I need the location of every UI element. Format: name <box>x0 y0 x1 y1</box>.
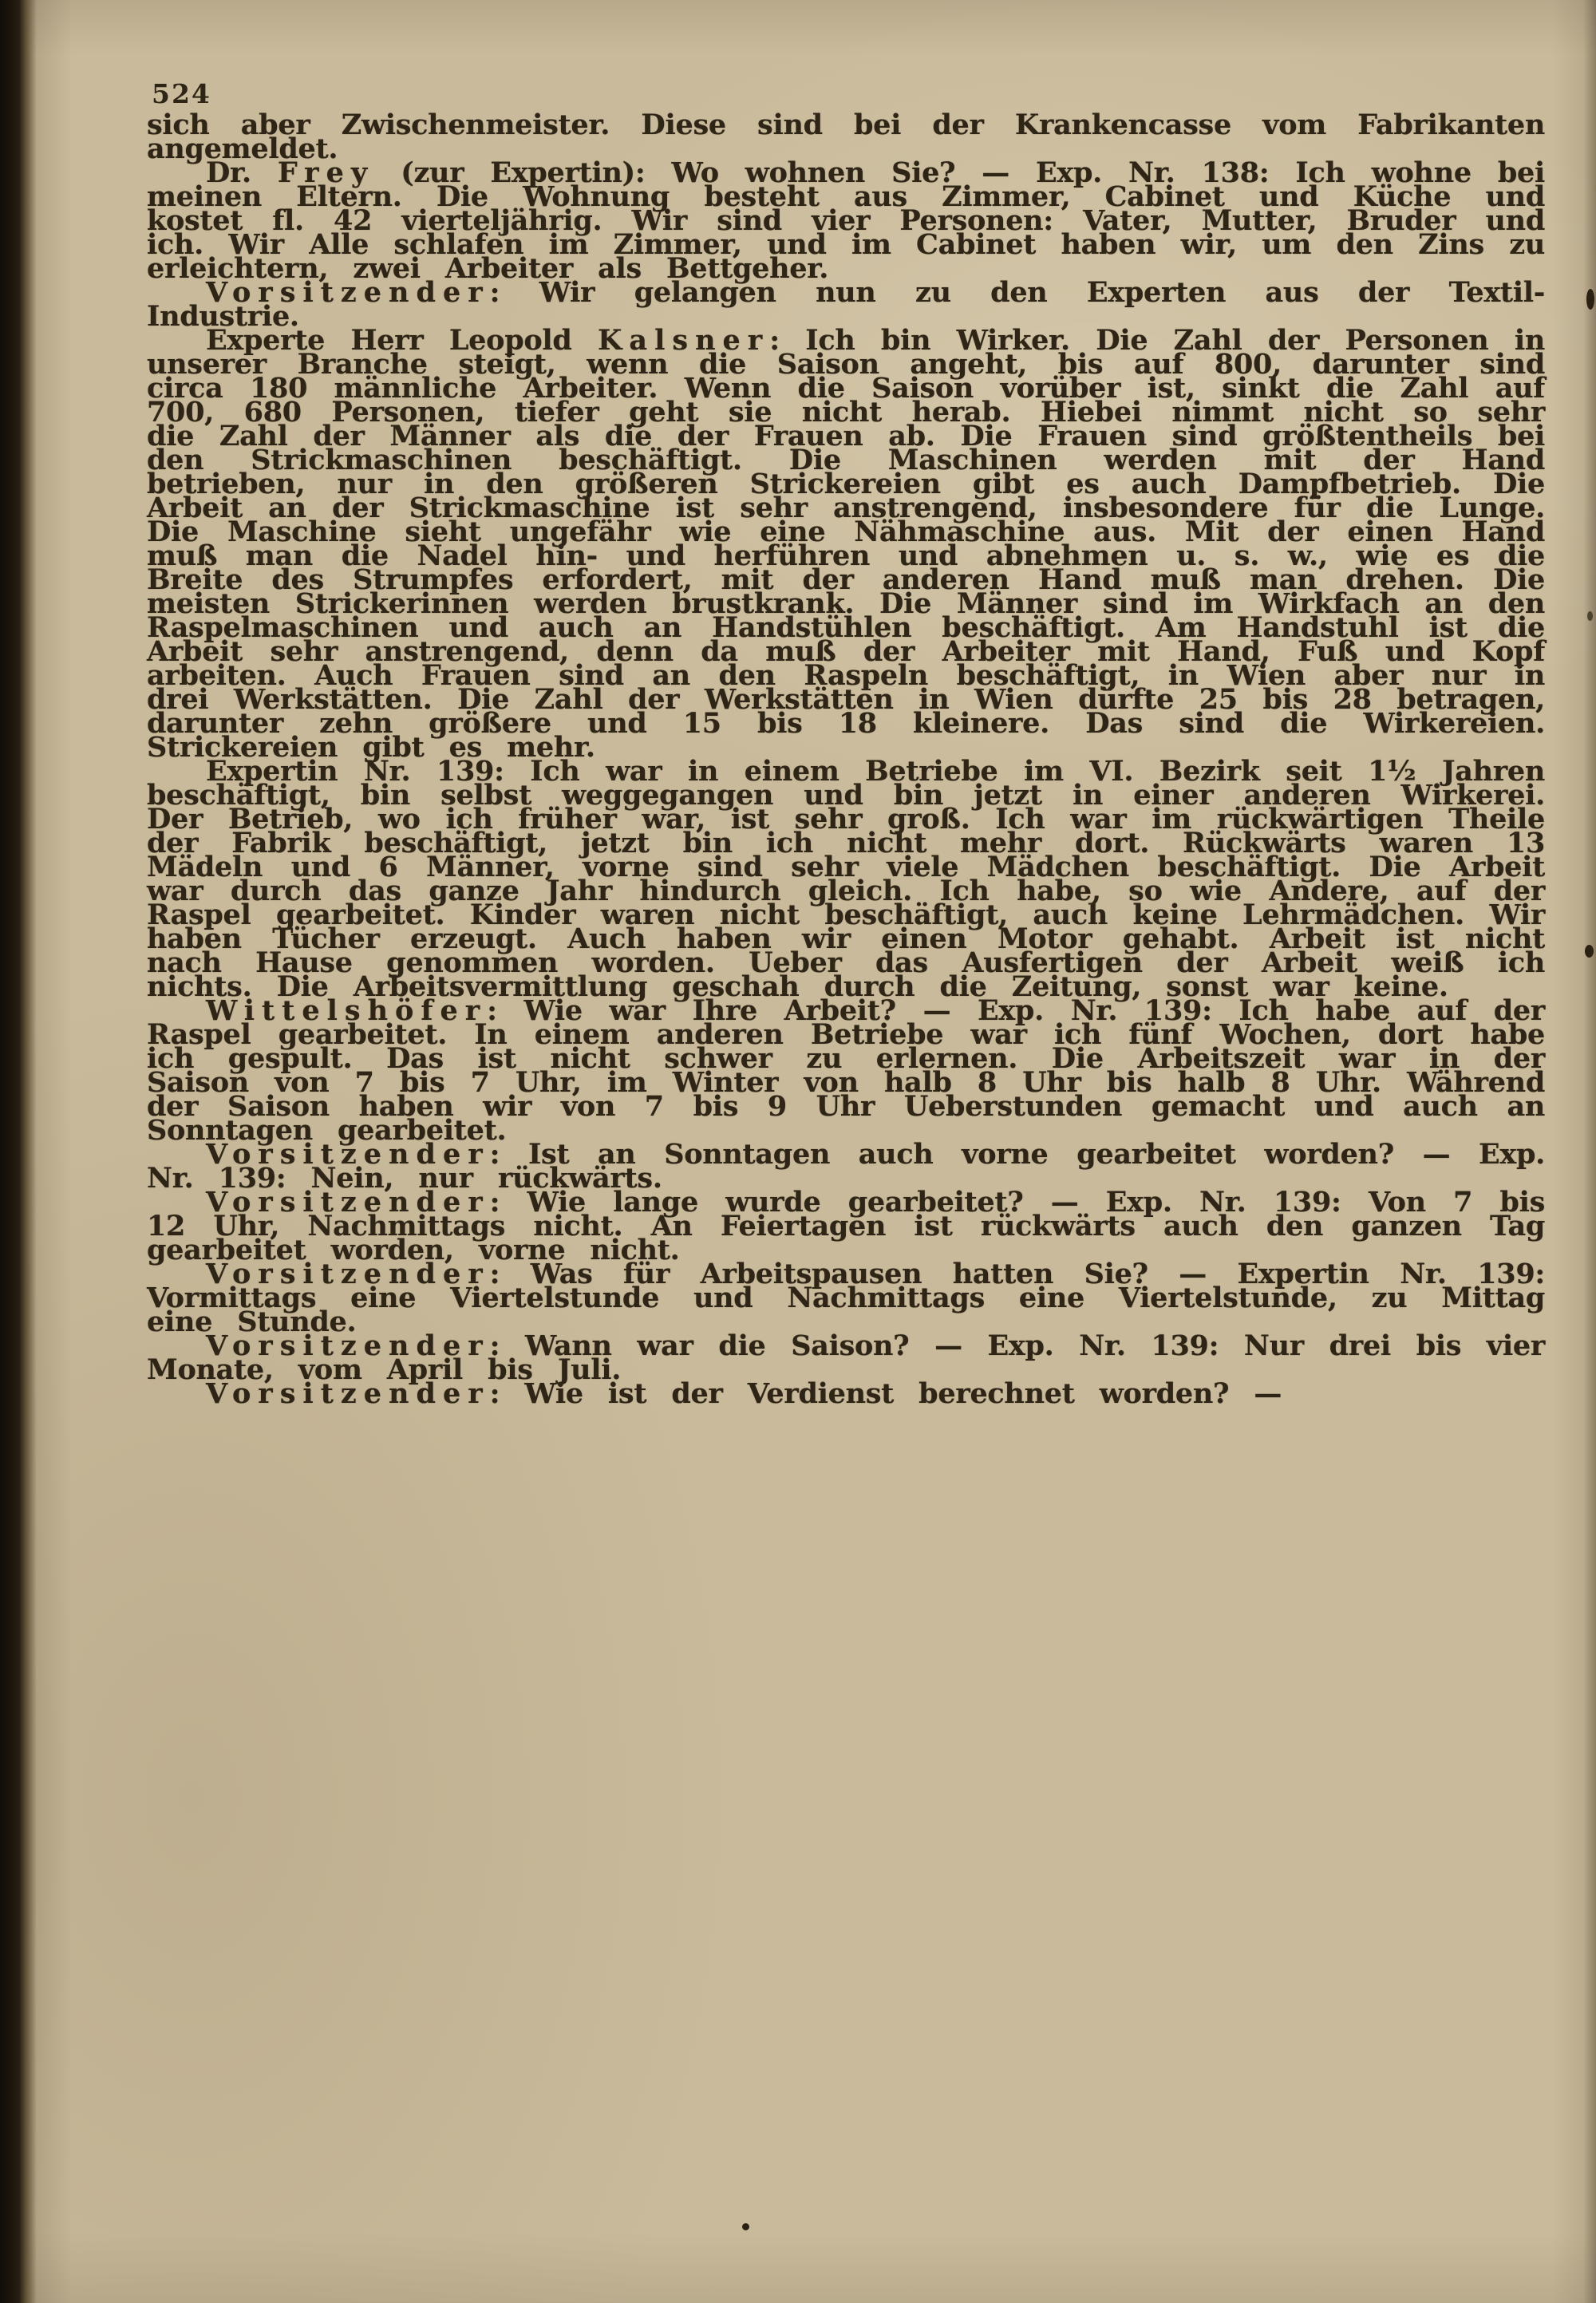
book-gutter-edge <box>0 0 37 2303</box>
text-segment: : Ist an Sonntagen auch vorne gearbeitet worden? — Exp. Nr. 139: Nein, nur rückwärts. <box>147 1138 1545 1195</box>
speaker-name: Kalsner <box>597 324 770 357</box>
text-segment: : Ich bin Wirker. Die Zahl der Personen in unserer Branche steigt, wenn die Saison angeht, bis auf 800, darunter sind circa 180 männliche Arbeiter. Wenn die Saison vorüber ist, sinkt die Zahl auf 700, 680 Personen, tiefer geht sie nicht herab. Hiebei nimmt nicht so sehr die Zahl der Männer als die der Frauen ab. Die Frauen sind größtentheils bei den Strickmaschinen beschäftigt. Die Maschinen werden mit der Hand betrieben, nur in den größeren Strickereien gibt es auch Dampfbetrieb. Die Arbeit an der Strickmaschine ist sehr anstrengend, insbesondere für die Lunge. Die Maschine sieht ungefähr wie eine Nähmaschine aus. Mit der einen Hand muß man die Nadel hin- und herführen und abnehmen u. s. w., wie es die Breite des Strumpfes erfordert, mit der anderen Hand muß man drehen. Die meisten Strickerinnen werden brustkrank. Die Männer sind im Wirkfach an den Raspelmaschinen und auch an Handstühlen beschäftigt. Am Handstuhl ist die Arbeit sehr anstrengend, denn da muß der Arbeiter mit Hand, Fuß und Kopf arbeiten. Auch Frauen sind an den Raspeln beschäftigt, in Wien aber nur in drei Werkstätten. Die Zahl der Werkstätten in Wien dürfte 25 bis 28 betragen, darunter zehn größere und 15 bis 18 kleinere. Das sind die Wirkereien. Strickereien gibt es mehr. <box>147 324 1545 764</box>
speaker-name: Wittelshöfer <box>206 994 488 1027</box>
speaker-name: Vorsitzender <box>206 276 490 309</box>
paragraph <box>147 755 1545 1003</box>
page-number: 524 <box>152 78 211 109</box>
text-segment: : Wie war Ihre Arbeit? — Exp. Nr. 139: Ich habe auf der Raspel gearbeitet. In einem anderen Betriebe war ich fünf Wochen, dort habe ich gespult. Das ist nicht schwer zu erlernen. Die Arbeitszeit war in der Saison von 7 bis 7 Uhr, im Winter von halb 8 Uhr bis halb 8 Uhr. Während der Saison haben wir von 7 bis 9 Uhr Ueberstunden gemacht und auch an Sonntagen gearbeitet. <box>147 994 1545 1147</box>
paragraph <box>147 109 1545 165</box>
paragraph <box>147 156 1545 285</box>
speaker-name: Vorsitzender <box>206 1258 490 1290</box>
ink-speck <box>1587 611 1593 621</box>
paragraph <box>147 324 1545 764</box>
paragraph <box>147 1329 1545 1386</box>
paragraph <box>147 1138 1545 1195</box>
text-segment: sich aber Zwischenmeister. Diese sind bei der Krankencasse vom Fabrikanten angemeldet. <box>147 109 1545 165</box>
paragraph <box>147 276 1545 333</box>
paragraph <box>147 1258 1545 1338</box>
speaker-name: Vorsitzender <box>206 1138 490 1171</box>
speaker-name: Frey <box>277 156 375 189</box>
paragraph <box>147 1186 1545 1266</box>
paragraph <box>147 1377 1545 1410</box>
speaker-name: Vorsitzender <box>206 1329 490 1362</box>
ink-speck <box>1585 945 1594 958</box>
speaker-name: Vorsitzender <box>206 1377 490 1410</box>
text-segment: Expertin Nr. 139: Ich war in einem Betriebe im VI. Bezirk seit 1½ Jahren beschäftigt, bin selbst weggegangen und bin jetzt in einer anderen Wirkerei. Der Betrieb, wo ich früher war, ist sehr groß. Ich war im rückwärtigen Theile der Fabrik beschäftigt, jetzt bin ich nicht mehr dort. Rückwärts waren 13 Mädeln und 6 Männer, vorne sind sehr viele Mädchen beschäftigt. Die Arbeit war durch das ganze Jahr hindurch gleich. Ich habe, so wie Andere, auf der Raspel gearbeitet. Kinder waren nicht beschäftigt, auch keine Lehrmädchen. Wir haben Tücher erzeugt. Auch haben wir einen Motor gehabt. Arbeit ist nicht nach Hause genommen worden. Ueber das Ausfertigen der Arbeit weiß ich nichts. Die Arbeitsvermittlung geschah durch die Zeitung, sonst war keine. <box>147 755 1545 1003</box>
text-segment: : Wann war die Saison? — Exp. Nr. 139: Nur drei bis vier Monate, vom April bis Juli. <box>147 1329 1545 1386</box>
text-segment: Experte Herr Leopold <box>206 324 598 357</box>
ink-speck <box>742 2223 749 2230</box>
text-segment: : Wir gelangen nun zu den Experten aus der Textil-Industrie. <box>147 276 1545 333</box>
text-block <box>147 109 1545 1410</box>
text-segment: (zur Expertin): Wo wohnen Sie? — Exp. Nr. 138: Ich wohne bei meinen Eltern. Die Wohnung besteht aus Zimmer, Cabinet und Küche und kostet fl. 42 vierteljährig. Wir sind vier Personen: Vater, Mutter, Bruder und ich. Wir Alle schlafen im Zimmer, und im Cabinet haben wir, um den Zins zu erleichtern, zwei Arbeiter als Bettgeher. <box>147 156 1545 285</box>
text-segment: : Wie ist der Verdienst berechnet worden? — <box>489 1377 1282 1410</box>
speaker-name: Vorsitzender <box>206 1186 490 1219</box>
text-segment: Dr. <box>206 156 278 189</box>
text-segment: : Wie lange wurde gearbeitet? — Exp. Nr. 139: Von 7 bis 12 Uhr, Nachmittags nicht. An Feiertagen ist rückwärts auch den ganzen Tag gearbeitet worden, vorne nicht. <box>147 1186 1545 1266</box>
text-segment: : Was für Arbeitspausen hatten Sie? — Expertin Nr. 139: Vormittags eine Viertelstunde und Nachmittags eine Viertelstunde, zu Mittag eine Stunde. <box>147 1258 1545 1338</box>
ink-speck <box>1586 289 1594 310</box>
page-right-edge-shadow <box>1583 0 1596 2303</box>
paragraph <box>147 994 1545 1147</box>
